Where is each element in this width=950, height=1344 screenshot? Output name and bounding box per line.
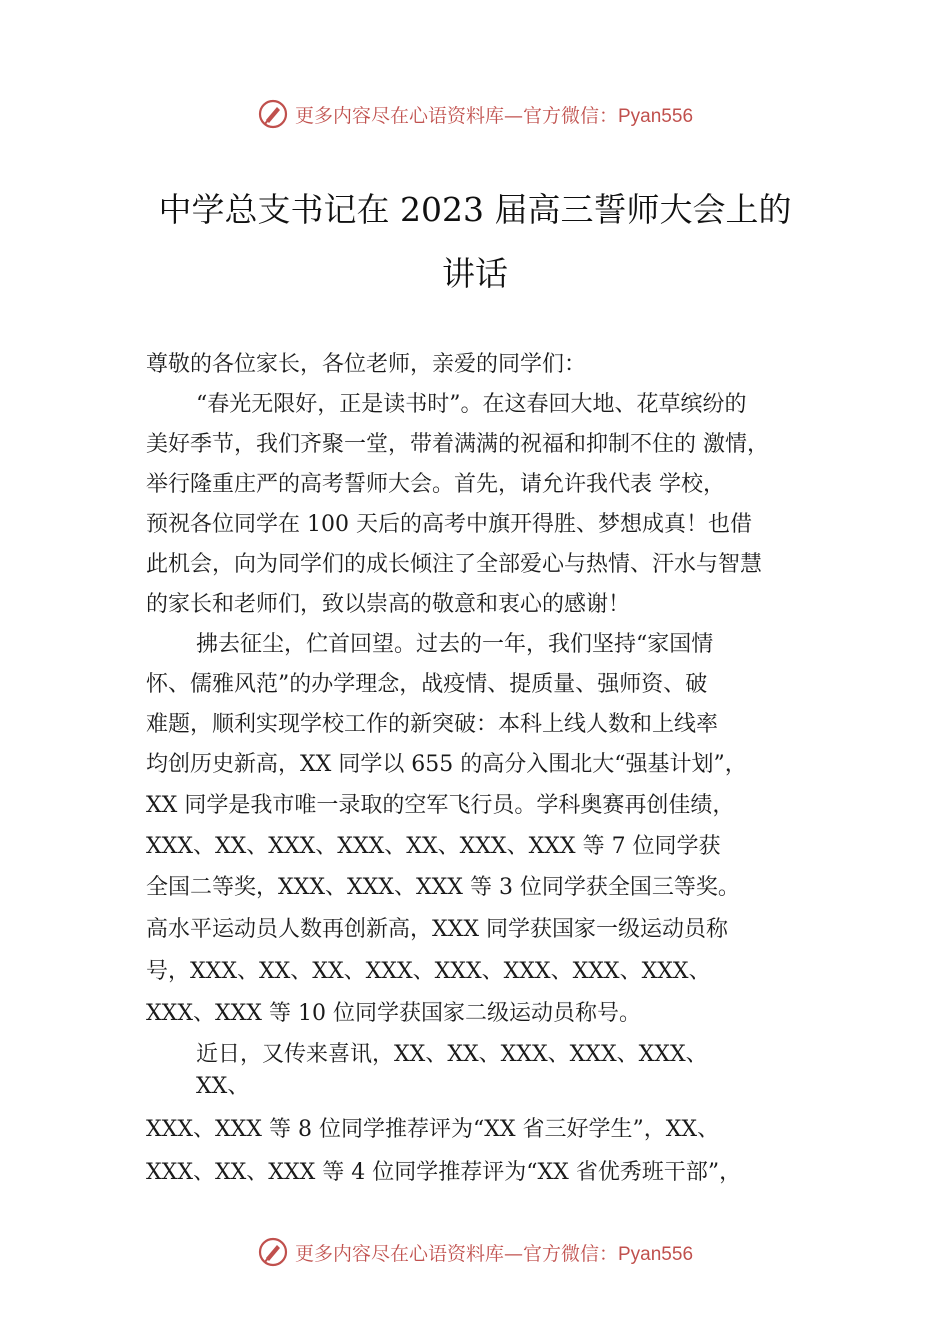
text-line: 近日，又传来喜讯，XX、XX、XXX、XXX、XXX、 bbox=[196, 1042, 708, 1067]
text-line: XXX、XX、XXX 等 4 位同学推荐评为“XX 省优秀班干部”， bbox=[146, 1160, 742, 1185]
header-banner bbox=[0, 94, 950, 134]
text-line: 的家长和老师们，致以崇高的敬意和衷心的感谢！ bbox=[146, 592, 631, 617]
text-line: XXX、XX、XXX、XXX、XX、XXX、XXX 等 7 位同学获 bbox=[146, 834, 721, 859]
document-title-line2: 讲话 bbox=[442, 254, 508, 293]
text-line: 美好季节，我们齐聚一堂，带着满满的祝福和抑制不住的 激情， bbox=[146, 432, 769, 457]
text-line: 难题，顺利实现学校工作的新突破：本科上线人数和上线率 bbox=[146, 712, 719, 737]
text-line: XXX、XXX 等 10 位同学获国家二级运动员称号。 bbox=[146, 1001, 641, 1026]
text-line: XX 同学是我市唯一录取的空军飞行员。学科奥赛再创佳绩， bbox=[146, 793, 735, 818]
text-line: 号，XXX、XX、XX、XXX、XXX、XXX、XXX、XXX、 bbox=[146, 959, 711, 984]
text-line: 全国二等奖，XXX、XXX、XXX 等 3 位同学获全国三等奖。 bbox=[146, 875, 740, 900]
text-line: 拂去征尘，伫首回望。过去的一年，我们坚持“家国情 bbox=[196, 632, 714, 657]
text-line: 高水平运动员人数再创新高，XXX 同学获国家一级运动员称 bbox=[146, 917, 728, 942]
text-line: 尊敬的各位家长，各位老师，亲爱的同学们： bbox=[146, 352, 587, 377]
text-line: “春光无限好，正是读书时”。在这春回大地、花草缤纷的 bbox=[196, 392, 747, 417]
wechat-id: Pyan556 bbox=[618, 1243, 694, 1265]
wechat-id: Pyan556 bbox=[618, 105, 694, 127]
text-line: 预祝各位同学在 100 天后的高考中旗开得胜、梦想成真！也借 bbox=[146, 512, 752, 537]
text-line: 此机会，向为同学们的成长倾注了全部爱心与热情、汗水与智慧 bbox=[146, 552, 763, 577]
text-line: 均创历史新高，XX 同学以 655 的高分入围北大“强基计划”， bbox=[146, 752, 747, 777]
text-line: 怀、儒雅风范”的办学理念，战疫情、提质量、强师资、破 bbox=[146, 672, 708, 697]
text-line: 举行隆重庄严的高考誓师大会。首先，请允许我代表 学校， bbox=[146, 472, 725, 497]
banner-text: 更多内容尽在心语资料库—官方微信：Pyan556 bbox=[294, 1242, 694, 1265]
text-line: XXX、XXX 等 8 位同学推荐评为“XX 省三好学生”，XX、 bbox=[146, 1117, 720, 1142]
text-line: XX、 bbox=[196, 1074, 250, 1099]
seal-logo-icon bbox=[257, 98, 289, 130]
seal-logo-icon bbox=[257, 1236, 289, 1268]
banner-text: 更多内容尽在心语资料库—官方微信：Pyan556 bbox=[294, 104, 694, 127]
footer-banner bbox=[0, 1232, 950, 1272]
document-title-line1: 中学总支书记在 2023 届高三誓师大会上的 bbox=[158, 190, 792, 229]
